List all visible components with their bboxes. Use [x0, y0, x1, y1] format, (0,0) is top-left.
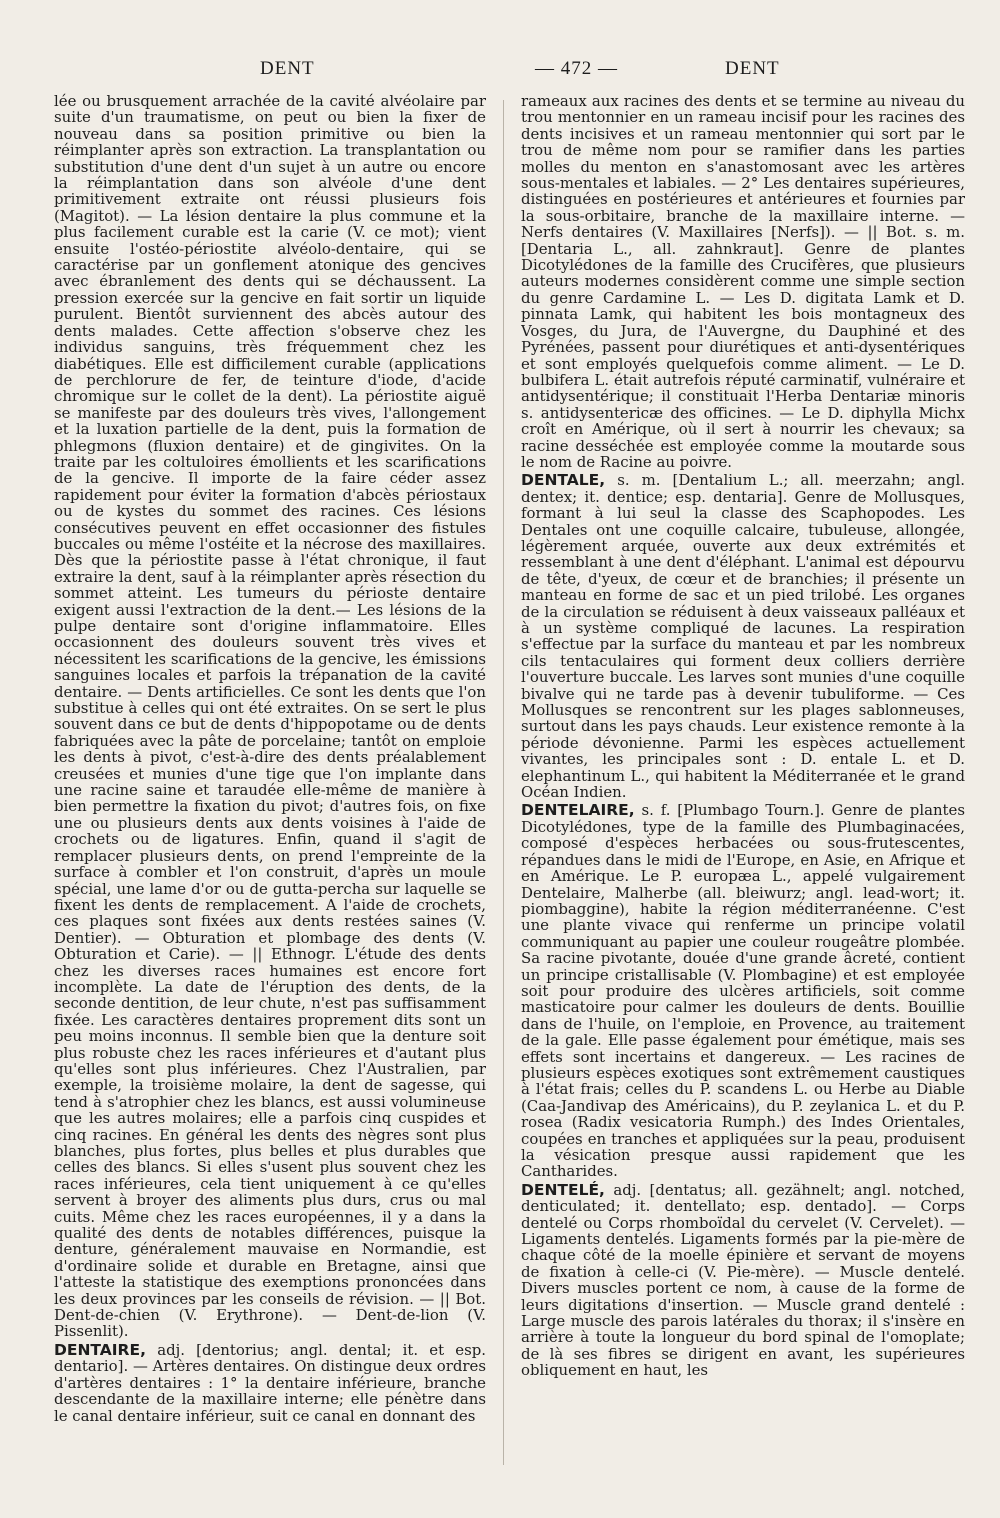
entry-dentelaire	[521, 802, 965, 1179]
dentaire-continuation-paragraph: rameaux aux racines des dents et se termine au niveau du trou mentonnier en un rameau incisif pour les racines des dents incisives et un rameau mentonnier qui sort par le trou de même nom pour se ramifier dans les parties molles du menton en s'anastomosant avec les artères sous-mentales et labiales. — 2° Les dentaires supérieures, distinguées en postérieures et antérieures et fournies par la sous-orbitaire, branche de la maxillaire interne. — Nerfs dentaires (V. Maxillaires [Nerfs]). — || Bot. s. m. [Dentaria L., all. zahnkraut]. Genre de plantes Dicotylédones de la famille des Crucifères, que plusieurs auteurs modernes considèrent comme une simple section du genre Cardamine L. — Les D. digitata Lamk et D. pinnata Lamk, qui habitent les bois montagneux des Vosges, du Jura, de l'Auvergne, du Dauphiné et des Pyrénées, passent pour diurétiques et anti-dysentériques et sont employés quelquefois comme aliment. — Le D. bulbifera L. était autrefois réputé carminatif, vulnéraire et antidysentérique; il constituait l'Herba Dentariæ minoris s. antidysentericæ des officines. — Le D. diphylla Michx croît en Amérique, où il sert à nourrir les chevaux; sa racine desséchée est employée comme la moutarde sous le nom de Racine au poivre.	[521, 93, 965, 471]
running-head-right: DENT	[725, 58, 780, 79]
entry-dentaire	[54, 1342, 486, 1424]
dent-continuation-paragraph: lée ou brusquement arrachée de la cavité alvéolaire par suite d'un traumatisme, on peut ou bien la fixer de nouveau dans sa position primitive ou bien la réimplanter après son extraction. La transplantation ou substitution d'une dent d'un sujet à un autre ou encore la réimplantation dans son alvéole d'une dent primitivement extraite ont réussi plusieurs fois (Magitot). — La lésion dentaire la plus commune et la plus facilement curable est la carie (V. ce mot); vient ensuite l'ostéo-périostite alvéolo-dentaire, qui se caractérise par un gonflement atonique des gencives avec ébranlement des dents qui se déchaussent. La pression exercée sur la gencive en fait sortir un liquide purulent. Bientôt surviennent des abcès autour des dents malades. Cette affection s'observe chez les individus sanguins, très fréquemment chez les diabétiques. Elle est difficilement curable (applications de perchlorure de fer, de teinture d'iode, d'acide chromique sur le collet de la dent). La périostite aiguë se manifeste par des douleurs très vives, l'allongement et la luxation partielle de la dent, puis la formation de phlegmons (fluxion dentaire) et de gingivites. On la traite par les coltuloires émollients et les scarifications de la gencive. Il importe de la faire céder assez rapidement pour éviter la formation d'abcès périostaux ou de kystes du sommet des racines. Ces lésions consécutives peuvent en effet occasionner des fistules buccales ou même l'ostéite et la nécrose des maxillaires. Dès que la périostite passe à l'état chronique, il faut extraire la dent, sauf à la réimplanter après résection du sommet atteint. Les tumeurs du périoste dentaire exigent aussi l'extraction de la dent.— Les lésions de la pulpe dentaire sont d'origine inflammatoire. Elles occasionnent des douleurs souvent très vives et nécessitent les scarifications de la gencive, les émissions sanguines locales et parfois la trépanation de la cavité dentaire. — Dents artificielles. Ce sont les dents que l'on substitue à celles qui ont été extraites. On se sert le plus souvent dans ce but de dents d'hippopotame ou de dents fabriquées avec la pâte de porcelaine; tantôt on emploie les dents à pivot, c'est-à-dire des dents préalablement creusées et munies d'une tige que l'on implante dans une racine saine et taraudée elle-même de manière à bien permettre la fixation du pivot; d'autres fois, on fixe une ou plusieurs dents aux dents voisines à l'aide de crochets ou de ligatures. Enfin, quand il s'agit de remplacer plusieurs dents, on prend l'empreinte de la surface à combler et l'on construit, d'après un moule spécial, une lame d'or ou de gutta-percha sur laquelle se fixent les dents de remplacement. A l'aide de crochets, ces plaques sont fixées aux dents restées saines (V. Dentier). — Obturation et plombage des dents (V. Obturation et Carie). — || Ethnogr. L'étude des dents chez les diverses races humaines est encore fort incomplète. La date de l'éruption des dents, de la seconde dentition, de leur chute, n'est pas suffisamment fixée. Les caractères dentaires proprement dits sont un peu moins inconnus. Il semble bien que la denture soit plus robuste chez les races inférieures et d'autant plus qu'elles sont plus inférieures. Chez l'Australien, par exemple, la troisième molaire, la dent de sagesse, qui tend à s'atrophier chez les blancs, est aussi volumineuse que les autres molaires; elle a parfois cinq cuspides et cinq racines. En général les dents des nègres sont plus blanches, plus fortes, plus belles et plus durables que celles des blancs. Si elles s'usent plus souvent chez les races inférieures, cela tient uniquement à ce qu'elles servent à broyer des aliments plus durs, crus ou mal cuits. Même chez les races européennes, il y a dans la qualité des dents de notables différences, puisque la denture, généralement mauvaise en Normandie, est d'ordinaire solide et durable en Bretagne, ainsi que l'atteste la statistique des exemptions prononcées dans les deux provinces par les conseils de révision. — || Bot. Dent-de-chien (V. Erythrone). — Dent-de-lion (V. Pissenlit).	[54, 93, 486, 1341]
headword-dentele: DENTELÉ,	[521, 1180, 605, 1199]
headword-dentale: DENTALE,	[521, 471, 606, 490]
entry-dentale	[521, 472, 965, 800]
entry-dentele-text: adj. [dentatus; all. gezähnelt; angl. notched, denticulated; it. dentellato; esp. dentado]. — Corps dentelé ou Corps rhomboïdal du cervelet (V. Cervelet). — Ligaments dentelés. Ligaments formés par la pie-mère de chaque côté de la moelle épinière et servant de moyens de fixation à celle-ci (V. Pie-mère). — Muscle dentelé. Divers muscles portent ce nom, à cause de la forme de leurs digitations d'insertion. — Muscle grand dentelé : Large muscle des parois latérales du thorax; il s'insère en arrière à toute la longueur du bord spinal de l'omoplate; de là ses fibres se dirigent en avant, les supérieures obliquement en haut, les	[521, 1180, 965, 1380]
left-column	[54, 93, 486, 1488]
entry-dentaire-text: adj. [dentorius; angl. dental; it. et esp. dentario]. — Artères dentaires. On distingue deux ordres d'artères dentaires : 1° la dentaire inférieure, branche descendante de la maxillaire interne; elle pénètre dans le canal dentaire inférieur, suit ce canal en donnant des	[54, 1340, 486, 1425]
headword-dentaire: DENTAIRE,	[54, 1340, 146, 1359]
right-column	[521, 93, 965, 1488]
page-number: — 472 —	[535, 58, 618, 79]
running-head-left: DENT	[260, 58, 315, 79]
column-divider	[503, 100, 504, 1465]
entry-dentelaire-text: s. f. [Plumbago Tourn.]. Genre de plantes Dicotylédones, type de la famille des Plumbaginacées, composé d'espèces herbacées ou sous-frutescentes, répandues dans le midi de l'Europe, en Asie, en Afrique et en Amérique. Le P. europæa L., appelé vulgairement Dentelaire, Malherbe (all. bleiwurz; angl. lead-wort; it. piombaggine), habite la région méditerranéenne. C'est une plante vivace qui renferme un principe volatil communiquant au papier une couleur rougeâtre plombée. Sa racine pivotante, douée d'une grande âcreté, contient un principe cristallisable (V. Plombagine) et est employée soit pour produire des ulcères artificiels, soit comme masticatoire pour calmer les douleurs de dents. Bouillie dans de l'huile, on l'emploie, en Provence, au traitement de la gale. Elle passe également pour émétique, mais ses effets sont incertains et dangereux. — Les racines de plusieurs espèces exotiques sont extrêmement caustiques à l'état frais; celles du P. scandens L. ou Herbe au Diable (Caa-Jandivap des Américains), du P. zeylanica L. et du P. rosea (Radix vesicatoria Rumph.) des Indes Orientales, coupées en tranches et appliquées sur la peau, produisent la vésication presque aussi rapidement que les Cantharides.	[521, 801, 965, 1181]
entry-dentele	[521, 1182, 965, 1379]
page-header	[60, 58, 975, 86]
entry-dentale-text: s. m. [Dentalium L.; all. meerzahn; angl. dentex; it. dentice; esp. dentaria]. Genre de Mollusques, formant à lui seul la classe des Scaphopodes. Les Dentales ont une coquille calcaire, tubuleuse, allongée, légèrement arquée, ouverte aux deux extrémités et ressemblant à une dent d'éléphant. L'animal est dépourvu de tête, d'yeux, de cœur et de branchies; il présente un manteau en forme de sac et un pied trilobé. Les organes de la circulation se réduisent à deux vaisseaux palléaux et à un système compliqué de lacunes. La respiration s'effectue par la surface du manteau et par les nombreux cils tentaculaires qui forment deux colliers derrière l'ouverture buccale. Les larves sont munies d'une coquille bivalve qui ne tarde pas à devenir tubuliforme. — Ces Mollusques se rencontrent sur les plages sablonneuses, surtout dans les pays chauds. Leur existence remonte à la période dévonienne. Parmi les espèces actuellement vivantes, les principales sont : D. entale L. et D. elephantinum L., qui habitent la Méditerranée et le grand Océan Indien.	[521, 471, 965, 802]
headword-dentelaire: DENTELAIRE,	[521, 801, 635, 820]
